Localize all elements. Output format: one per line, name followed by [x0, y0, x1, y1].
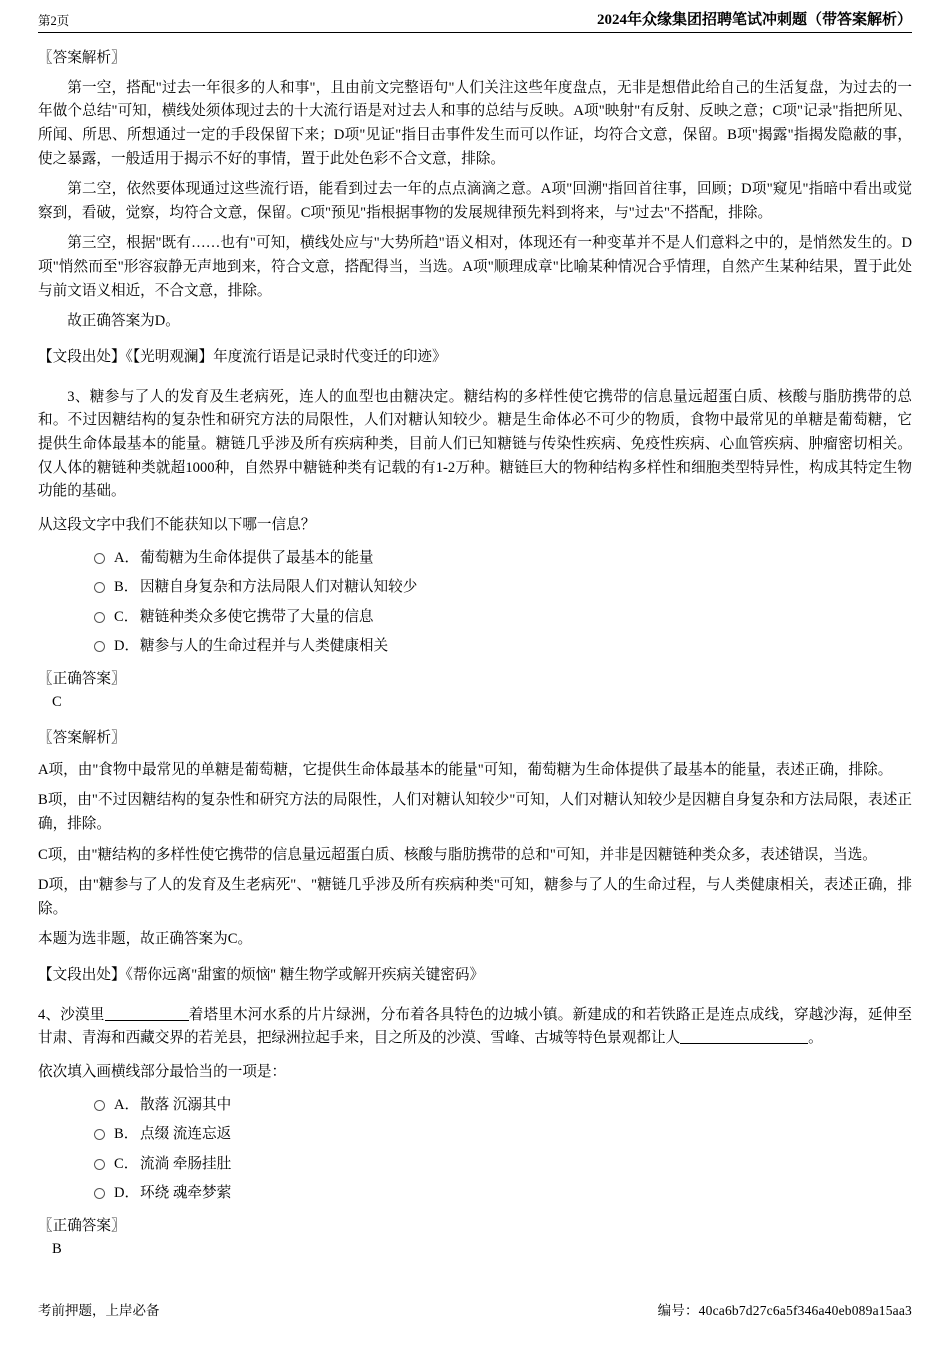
- question-4-answer-value: B: [52, 1241, 62, 1258]
- option-letter: D．: [114, 638, 140, 655]
- option-letter: A．: [114, 1096, 140, 1113]
- source-reference-2: 【文段出处】《帮你远离"甜蜜的烦恼" 糖生物学或解开疾病关键密码》: [38, 967, 485, 984]
- option-text: 流淌 牵肠挂肚: [140, 1155, 232, 1172]
- document-title: 2024年众缘集团招聘笔试冲刺题（带答案解析）: [596, 12, 912, 28]
- question-3-analysis-d: D项，由"糖参与了人的发育及生老病死"、"糖链几乎涉及所有疾病种类"可知，糖参与了人的生命过程，与人类健康相关，表述正确，排除。: [38, 877, 912, 917]
- question-3-answer-label: 〖正确答案〗: [38, 670, 126, 687]
- blank-2: [680, 1043, 808, 1044]
- question-4-stem-part2: 着塔里木河水系的片片绿洲，分布着各具特色的边城小镇。新建成的和若铁路正是连点成线，穿越沙海，延伸至甘肃、青海和西藏交界的若羌县，把绿洲拉起手来，目之所及的沙漠、雪峰、古城等特色景观都让人: [38, 1006, 912, 1047]
- radio-icon[interactable]: [94, 1129, 105, 1140]
- footer-serial-label: 编号：: [657, 1303, 699, 1318]
- radio-icon[interactable]: [94, 582, 105, 593]
- option-letter: C．: [114, 1155, 139, 1172]
- option-text: 散落 沉溺其中: [140, 1096, 232, 1113]
- option-c[interactable]: [38, 1152, 912, 1178]
- option-text: 点缀 流连忘返: [140, 1126, 232, 1143]
- question-3-conclusion: 本题为选非题，故正确答案为C。: [38, 931, 253, 948]
- question-3-options: [38, 546, 912, 660]
- option-letter: A．: [114, 549, 140, 566]
- question-3: [38, 386, 912, 988]
- option-text: 因糖自身复杂和方法局限人们对糖认知较少: [140, 579, 418, 596]
- radio-icon[interactable]: [94, 1159, 105, 1170]
- radio-icon[interactable]: [94, 641, 105, 652]
- question-4: [38, 1004, 912, 1262]
- page-content: [38, 33, 912, 1262]
- question-4-stem-part1: 4、沙漠里: [38, 1006, 105, 1023]
- question-3-analysis-a: A项，由"食物中最常见的单糖是葡萄糖，它提供生命体最基本的能量"可知，葡萄糖为生命体提供了最基本的能量，表述正确，排除。: [38, 761, 893, 778]
- option-d[interactable]: [38, 634, 912, 660]
- question-4-answer-label: 〖正确答案〗: [38, 1217, 126, 1234]
- analysis-paragraph-2: 第二空，依然要体现通过这些流行语，能看到过去一年的点点滴滴之意。A项"回溯"指回首往事，回顾；D项"窥见"指暗中看出或觉察到，看破，觉察，均符合文意，保留。C项"预见"指根据事物的发展规律预先料到将来，与"过去"不搭配，排除。: [38, 181, 912, 221]
- question-4-stem: [38, 1004, 912, 1051]
- question-3-analysis-b: B项，由"不过因糖结构的复杂性和研究方法的局限性，人们对糖认知较少"可知，人们对糖认知较少是因糖自身复杂和方法局限，表述正确，排除。: [38, 792, 912, 832]
- analysis-paragraph-3: 第三空，根据"既有……也有"可知，横线处应与"大势所趋"语义相对，体现还有一种变革并不是人们意料之中的，是悄然发生的。D项"悄然而至"形容寂静无声地到来，符合文意，搭配得当，当选。A项"顺理成章"比喻某种情况合乎情理，自然产生某种结果，置于此处与前文语义相近，不合文意，排除。: [38, 235, 912, 299]
- option-b[interactable]: [38, 1122, 912, 1148]
- footer-slogan: 考前押题，上岸必备: [38, 1303, 160, 1318]
- option-letter: B．: [114, 1126, 139, 1143]
- radio-icon[interactable]: [94, 553, 105, 564]
- analysis-label-top: 〖答案解析〗: [38, 50, 126, 66]
- question-3-prompt: 从这段文字中我们不能获知以下哪一信息？: [38, 516, 316, 533]
- question-3-answer-value: C: [52, 694, 62, 711]
- option-letter: D．: [114, 1185, 140, 1202]
- option-c[interactable]: [38, 605, 912, 631]
- option-a[interactable]: [38, 546, 912, 572]
- option-text: 糖参与人的生命过程并与人类健康相关: [140, 638, 389, 655]
- option-d[interactable]: [38, 1181, 912, 1207]
- radio-icon[interactable]: [94, 612, 105, 623]
- question-4-stem-part3: 。: [808, 1030, 823, 1047]
- radio-icon[interactable]: [94, 1100, 105, 1111]
- option-text: 葡萄糖为生命体提供了最基本的能量: [140, 549, 374, 566]
- option-letter: C．: [114, 608, 139, 625]
- page-footer: [38, 1299, 912, 1319]
- option-text: 糖链种类众多使它携带了大量的信息: [140, 608, 374, 625]
- footer-serial-code: 40ca6b7d27c6a5f346a40eb089a15aa3: [698, 1303, 912, 1318]
- radio-icon[interactable]: [94, 1188, 105, 1199]
- question-3-analysis-c: C项，由"糖结构的多样性使它携带的信息量远超蛋白质、核酸与脂肪携带的总和"可知，并非是因糖链种类众多，表述错误，当选。: [38, 846, 877, 863]
- option-b[interactable]: [38, 575, 912, 601]
- option-text: 环绕 魂牵梦萦: [140, 1185, 232, 1202]
- blank-1: [105, 1020, 189, 1021]
- question-3-analysis-label: 〖答案解析〗: [38, 729, 126, 746]
- footer-serial: [658, 1299, 912, 1319]
- option-a[interactable]: [38, 1093, 912, 1119]
- page-header: [38, 0, 912, 33]
- page-number-label: 第2页: [38, 14, 70, 28]
- question-4-prompt: 依次填入画横线部分最恰当的一项是：: [38, 1063, 287, 1080]
- question-4-options: [38, 1093, 912, 1207]
- question-3-stem: 3、糖参与了人的发育及生老病死，连人的血型也由糖决定。糖结构的多样性使它携带的信息量远超蛋白质、核酸与脂肪携带的总和。不过因糖结构的复杂性和研究方法的局限性，人们对糖认知较少。糖是生命体必不可少的物质，食物中最常见的单糖是葡萄糖，它提供生命体最基本的能量。糖链几乎涉及所有疾病种类，目前人们已知糖链与传染性疾病、免疫性疾病、心血管疾病、肿瘤密切相关。仅人体的糖链种类就超1000种，自然界中糖链种类有记载的有1-2万种。糖链巨大的物种结构多样性和细胞类型特异性，构成其特定生物功能的基础。: [38, 388, 912, 500]
- option-letter: B．: [114, 579, 139, 596]
- analysis-paragraph-4: 故正确答案为D。: [67, 313, 180, 330]
- analysis-paragraph-1: 第一空，搭配"过去一年很多的人和事"，且由前文完整语句"人们关注这些年度盘点，无非是想借此给自己的生活复盘，为过去的一年做个总结"可知，横线处须体现过去的十大流行语是对过去人和事的总结与反映。A项"映射"有反射、反映之意；C项"记录"指把所见、所闻、所思、所想通过一定的手段保留下来；D项"见证"指目击事件发生而可以作证，均符合文意，保留。B项"揭露"指揭发隐蔽的事，使之暴露，一般适用于揭示不好的事情，置于此处色彩不合文意，排除。: [38, 79, 912, 167]
- source-reference-1: 【文段出处】《【光明观澜】年度流行语是记录时代变迁的印迹》: [38, 349, 447, 366]
